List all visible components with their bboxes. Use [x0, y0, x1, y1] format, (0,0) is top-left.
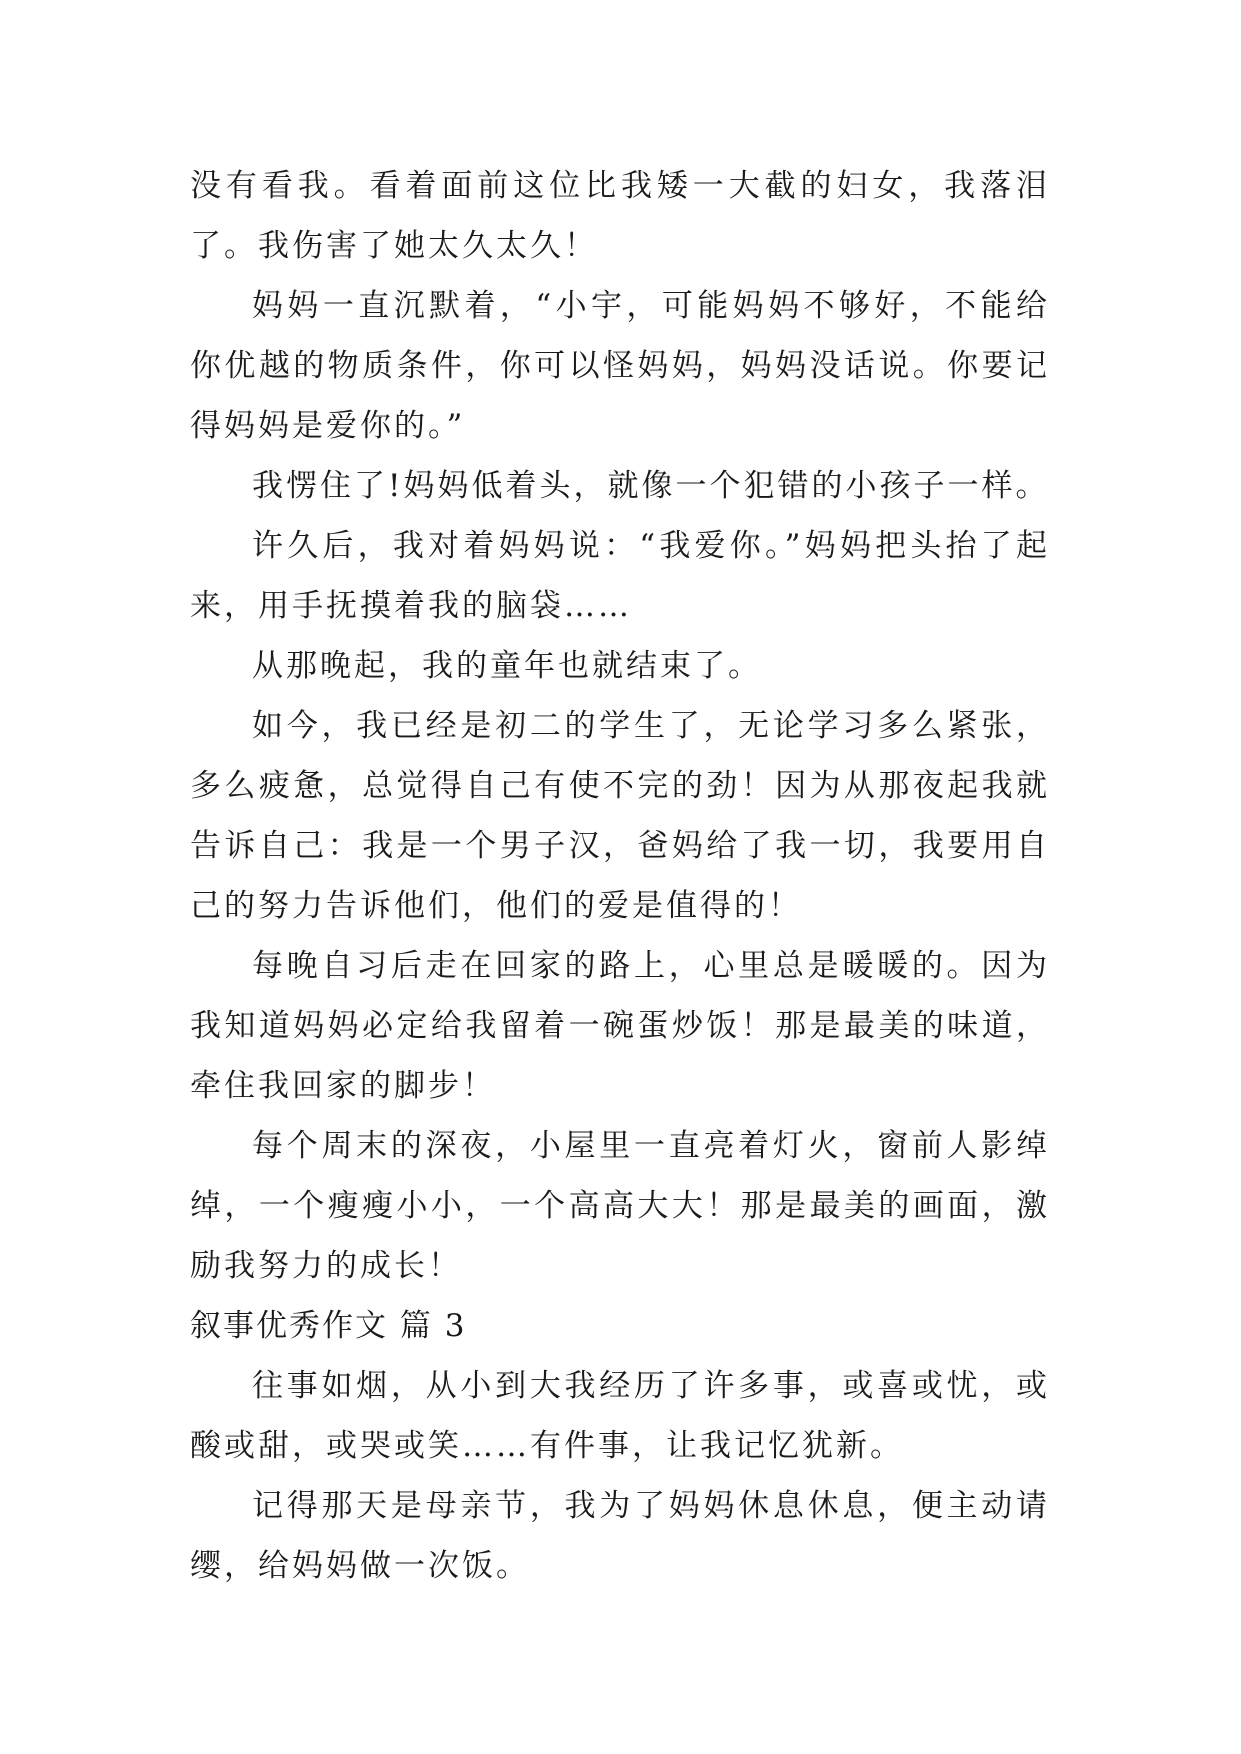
paragraph: 许久后，我对着妈妈说：“我爱你。”妈妈把头抬了起来，用手抚摸着我的脑袋…… — [190, 528, 1050, 624]
section-heading: 叙事优秀作文 篇 3 — [190, 1308, 467, 1344]
paragraph-continuation: 没有看我。看着面前这位比我矮一大截的妇女，我落泪了。我伤害了她太久太久！ — [190, 168, 1050, 264]
document-body — [190, 156, 1050, 1596]
paragraph: 如今，我已经是初二的学生了，无论学习多么紧张，多么疲惫，总觉得自己有使不完的劲！因为从那夜起我就告诉自己：我是一个男子汉，爸妈给了我一切，我要用自己的努力告诉他们，他们的爱是值得的！ — [190, 708, 1050, 924]
paragraph: 我愣住了!妈妈低着头，就像一个犯错的小孩子一样。 — [252, 468, 1050, 504]
paragraph: 妈妈一直沉默着，“小宇，可能妈妈不够好，不能给你优越的物质条件，你可以怪妈妈，妈妈没话说。你要记得妈妈是爱你的。” — [190, 288, 1050, 444]
paragraph: 每晚自习后走在回家的路上，心里总是暖暖的。因为我知道妈妈必定给我留着一碗蛋炒饭！那是最美的味道，牵住我回家的脚步！ — [190, 948, 1050, 1104]
paragraph: 往事如烟，从小到大我经历了许多事，或喜或忧，或酸或甜，或哭或笑……有件事，让我记忆犹新。 — [190, 1368, 1050, 1464]
paragraph: 记得那天是母亲节，我为了妈妈休息休息，便主动请缨，给妈妈做一次饭。 — [190, 1488, 1050, 1584]
paragraph: 从那晚起，我的童年也就结束了。 — [252, 648, 762, 684]
paragraph: 每个周末的深夜，小屋里一直亮着灯火，窗前人影绰绰，一个瘦瘦小小，一个高高大大！那是最美的画面，激励我努力的成长！ — [190, 1128, 1050, 1284]
